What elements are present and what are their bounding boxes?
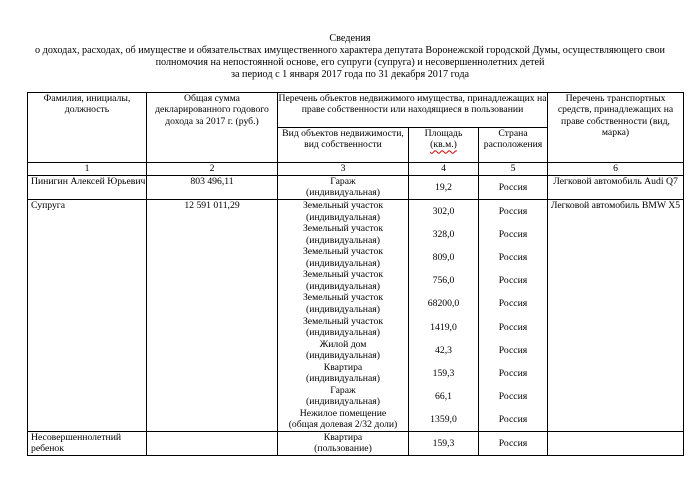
object-type-line-a: Земельный участок xyxy=(302,269,384,281)
person-vehicle xyxy=(548,432,684,456)
person-name: Супруга xyxy=(28,200,147,432)
person-row xyxy=(28,176,684,200)
object-type-line-b: (индивидуальная) xyxy=(306,373,380,385)
object-type xyxy=(278,176,409,200)
object-type-line-a: Гараж xyxy=(330,384,356,396)
object-country-value: Россия xyxy=(498,344,528,356)
object-area-value: 68200,0 xyxy=(427,298,460,310)
object-type-line-b: (индивидуальная) xyxy=(306,187,380,199)
person-name: Несовершеннолетний ребенок xyxy=(28,432,147,456)
col-header-area xyxy=(409,128,479,163)
object-type-line-b: (индивидуальная) xyxy=(306,396,380,408)
object-area xyxy=(409,200,479,432)
object-type xyxy=(278,200,409,432)
object-type-line-b: (индивидуальная) xyxy=(306,211,380,223)
object-type-line-b: (общая долевая 2/32 доли) xyxy=(288,419,398,431)
object-type-line-a: Земельный участок xyxy=(302,246,384,258)
object-type-line-b: (индивидуальная) xyxy=(306,350,380,362)
doc-subtitle-line2: полномочия на непостоянной основе, его супруги (супруга) и несовершеннолетних детей xyxy=(155,57,545,68)
object-country xyxy=(479,176,548,200)
object-country xyxy=(479,432,548,456)
object-area-value: 1419,0 xyxy=(430,321,457,333)
object-type-line-a: Квартира xyxy=(323,432,363,444)
person-name: Пинигин Алексей Юрьевич xyxy=(28,176,147,200)
object-country-value: Россия xyxy=(498,390,528,402)
object-type-line-a: Земельный участок xyxy=(302,223,384,235)
object-type-line-b: (индивидуальная) xyxy=(306,234,380,246)
object-type-line-b: (индивидуальная) xyxy=(306,303,380,315)
person-vehicle: Легковой автомобиль BMW X5 xyxy=(548,200,684,432)
object-type-line-b: (индивидуальная) xyxy=(306,280,380,292)
object-country-value: Россия xyxy=(498,413,528,425)
object-type-line-b: (пользование) xyxy=(314,443,372,455)
object-country-value: Россия xyxy=(498,367,528,379)
object-area-value: 302,0 xyxy=(432,206,455,218)
col-header-realty: Перечень объектов недвижимого имущества, принадлежащих на праве собственности или находящиеся в пользовании xyxy=(278,93,548,128)
object-country xyxy=(479,200,548,432)
object-area-value: 328,0 xyxy=(432,229,455,241)
object-area-value: 159,3 xyxy=(432,367,455,379)
col-number: 1 xyxy=(28,163,147,176)
object-type-line-a: Квартира xyxy=(323,361,363,373)
object-country-value: Россия xyxy=(498,206,528,218)
object-country-value: Россия xyxy=(498,252,528,264)
object-area xyxy=(409,176,479,200)
object-type-line-b: (индивидуальная) xyxy=(306,257,380,269)
object-area-value: 1359,0 xyxy=(430,413,457,425)
object-area-value: 756,0 xyxy=(432,275,455,287)
col-header-name: Фамилия, инициалы, должность xyxy=(28,93,147,163)
person-income: 803 496,11 xyxy=(147,176,278,200)
object-type-line-a: Нежилое помещение xyxy=(299,407,387,419)
object-country-value: Россия xyxy=(498,182,528,193)
col-header-country: Страна расположения xyxy=(479,128,548,163)
object-type-line-a: Гараж xyxy=(330,176,356,187)
object-country-value: Россия xyxy=(498,321,528,333)
col-header-income: Общая сумма декларированного годового дохода за 2017 г. (руб.) xyxy=(147,93,278,163)
doc-period: за период с 1 января 2017 года по 31 декабря 2017 года xyxy=(230,69,470,80)
object-type-line-a: Земельный участок xyxy=(302,292,384,304)
doc-subtitle-line1: о доходах, расходах, об имуществе и обязательствах имущественного характера депутата Воронежской городской Думы, осуществляющего свои xyxy=(35,45,665,56)
object-area-value: 66,1 xyxy=(435,390,452,402)
object-area xyxy=(409,432,479,456)
person-vehicle: Легковой автомобиль Audi Q7 xyxy=(548,176,684,200)
col-header-area-unit: (кв.м.) xyxy=(430,139,457,151)
object-country-value: Россия xyxy=(498,275,528,287)
doc-title: Сведения xyxy=(329,33,371,44)
col-number: 6 xyxy=(548,163,684,176)
declaration-table xyxy=(27,92,684,456)
person-income xyxy=(147,432,278,456)
object-area-value: 159,3 xyxy=(432,438,455,450)
object-country-value: Россия xyxy=(498,298,528,310)
object-area-value: 19,2 xyxy=(435,182,452,193)
col-number: 4 xyxy=(409,163,479,176)
object-country-value: Россия xyxy=(498,438,528,450)
person-income: 12 591 011,29 xyxy=(147,200,278,432)
object-type-line-a: Жилой дом xyxy=(319,338,367,350)
person-row xyxy=(28,432,684,456)
object-type-line-b: (индивидуальная) xyxy=(306,326,380,338)
object-country-value: Россия xyxy=(498,229,528,241)
col-header-area-label: Площадь xyxy=(424,128,463,139)
col-number: 5 xyxy=(479,163,548,176)
object-type-line-a: Земельный участок xyxy=(302,200,384,212)
col-header-vehicles: Перечень транспортных средств, принадлежащих на праве собственности (вид, марка) xyxy=(548,93,684,163)
col-number: 3 xyxy=(278,163,409,176)
col-number: 2 xyxy=(147,163,278,176)
object-type xyxy=(278,432,409,456)
object-area-value: 809,0 xyxy=(432,252,455,264)
object-type-line-a: Земельный участок xyxy=(302,315,384,327)
col-header-type: Вид объектов недвижимости, вид собственности xyxy=(278,128,409,163)
object-area-value: 42,3 xyxy=(435,344,452,356)
person-row xyxy=(28,200,684,432)
